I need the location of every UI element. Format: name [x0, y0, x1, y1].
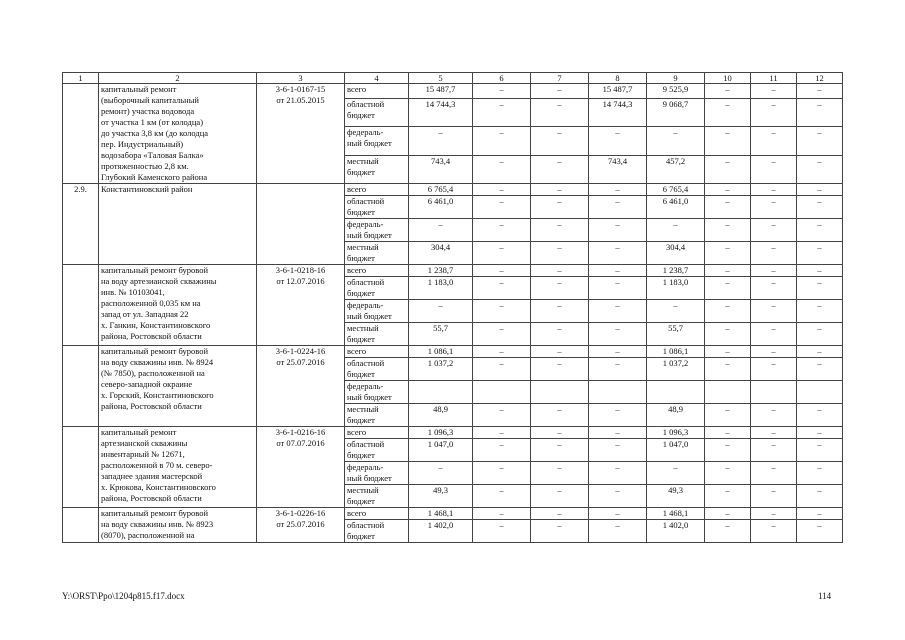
funding-source: федераль- ный бюджет: [345, 300, 409, 323]
amount-cell: –: [473, 508, 531, 520]
amount-cell: –: [589, 265, 647, 277]
amount-cell: –: [531, 346, 589, 358]
column-header: 8: [589, 73, 647, 84]
table-row: [63, 265, 843, 277]
page-number: 114: [818, 591, 832, 601]
amount-cell: –: [751, 98, 797, 126]
column-header: 9: [647, 73, 705, 84]
amount-cell: –: [531, 358, 589, 381]
amount-cell: –: [751, 520, 797, 543]
amount-cell: 48,9: [409, 404, 473, 427]
amount-cell: –: [473, 462, 531, 485]
amount-cell: –: [705, 508, 751, 520]
amount-cell: –: [589, 277, 647, 300]
amount-cell: –: [531, 98, 589, 126]
amount-cell: –: [473, 219, 531, 242]
amount-cell: 6 461,0: [409, 196, 473, 219]
amount-cell: [531, 381, 589, 404]
funding-source: федераль- ный бюджет: [345, 462, 409, 485]
table-row: [63, 427, 843, 439]
amount-cell: –: [797, 439, 843, 462]
column-header: 4: [345, 73, 409, 84]
amount-cell: 55,7: [409, 323, 473, 346]
amount-cell: –: [797, 323, 843, 346]
amount-cell: –: [797, 508, 843, 520]
amount-cell: –: [797, 265, 843, 277]
funding-source: всего: [345, 84, 409, 99]
item-number: [63, 265, 99, 346]
funding-source: местный бюджет: [345, 242, 409, 265]
amount-cell: 304,4: [647, 242, 705, 265]
amount-cell: –: [797, 84, 843, 99]
amount-cell: –: [797, 346, 843, 358]
budget-table: [62, 72, 843, 543]
document-reference: [257, 184, 345, 265]
amount-cell: –: [751, 196, 797, 219]
amount-cell: 743,4: [409, 155, 473, 183]
table-body: [63, 73, 843, 543]
amount-cell: –: [705, 98, 751, 126]
amount-cell: –: [589, 196, 647, 219]
amount-cell: –: [531, 184, 589, 196]
amount-cell: –: [589, 127, 647, 155]
amount-cell: 1 096,3: [409, 427, 473, 439]
funding-source: местный бюджет: [345, 485, 409, 508]
amount-cell: –: [531, 508, 589, 520]
funding-source: областной бюджет: [345, 439, 409, 462]
amount-cell: –: [589, 439, 647, 462]
amount-cell: –: [473, 184, 531, 196]
funding-source: всего: [345, 265, 409, 277]
amount-cell: –: [531, 520, 589, 543]
amount-cell: –: [473, 84, 531, 99]
amount-cell: –: [531, 84, 589, 99]
amount-cell: –: [473, 346, 531, 358]
funding-source: областной бюджет: [345, 277, 409, 300]
amount-cell: 1 086,1: [409, 346, 473, 358]
amount-cell: –: [531, 300, 589, 323]
amount-cell: –: [473, 323, 531, 346]
amount-cell: –: [647, 462, 705, 485]
amount-cell: –: [589, 346, 647, 358]
amount-cell: –: [409, 300, 473, 323]
amount-cell: 49,3: [647, 485, 705, 508]
amount-cell: –: [751, 346, 797, 358]
amount-cell: 1 402,0: [409, 520, 473, 543]
amount-cell: –: [531, 242, 589, 265]
amount-cell: –: [797, 404, 843, 427]
amount-cell: –: [473, 439, 531, 462]
amount-cell: 14 744,3: [589, 98, 647, 126]
amount-cell: [473, 381, 531, 404]
amount-cell: –: [797, 98, 843, 126]
amount-cell: 1 468,1: [647, 508, 705, 520]
document-reference: 3-6-1-0224-16 от 25.07.2016: [257, 346, 345, 427]
item-number: 2.9.: [63, 184, 99, 265]
column-header: 1: [63, 73, 99, 84]
amount-cell: –: [705, 265, 751, 277]
table-row: [63, 346, 843, 358]
amount-cell: –: [797, 358, 843, 381]
amount-cell: –: [589, 242, 647, 265]
amount-cell: –: [705, 300, 751, 323]
amount-cell: –: [751, 84, 797, 99]
amount-cell: 15 487,7: [409, 84, 473, 99]
amount-cell: –: [531, 485, 589, 508]
amount-cell: –: [797, 219, 843, 242]
column-header: 12: [797, 73, 843, 84]
amount-cell: [647, 381, 705, 404]
amount-cell: –: [751, 508, 797, 520]
amount-cell: –: [589, 358, 647, 381]
funding-source: всего: [345, 184, 409, 196]
amount-cell: –: [705, 427, 751, 439]
item-description: Константиновский район: [99, 184, 257, 265]
amount-cell: –: [751, 300, 797, 323]
amount-cell: –: [751, 462, 797, 485]
amount-cell: –: [589, 520, 647, 543]
amount-cell: –: [705, 323, 751, 346]
amount-cell: 6 765,4: [409, 184, 473, 196]
amount-cell: –: [751, 323, 797, 346]
amount-cell: –: [705, 155, 751, 183]
amount-cell: –: [797, 485, 843, 508]
amount-cell: –: [473, 98, 531, 126]
amount-cell: –: [797, 242, 843, 265]
amount-cell: 1 047,0: [647, 439, 705, 462]
amount-cell: 14 744,3: [409, 98, 473, 126]
amount-cell: –: [473, 520, 531, 543]
amount-cell: [589, 381, 647, 404]
item-number: [63, 84, 99, 184]
amount-cell: –: [705, 346, 751, 358]
funding-source: федераль- ный бюджет: [345, 219, 409, 242]
table-row: [63, 84, 843, 99]
amount-cell: –: [705, 520, 751, 543]
amount-cell: [797, 381, 843, 404]
amount-cell: –: [473, 265, 531, 277]
amount-cell: –: [751, 427, 797, 439]
column-header: 2: [99, 73, 257, 84]
funding-source: федераль- ный бюджет: [345, 381, 409, 404]
document-reference: 3-6-1-0167-15 от 21.05.2015: [257, 84, 345, 184]
column-header: 5: [409, 73, 473, 84]
amount-cell: –: [797, 196, 843, 219]
amount-cell: 1 047,0: [409, 439, 473, 462]
amount-cell: –: [589, 462, 647, 485]
amount-cell: –: [473, 427, 531, 439]
amount-cell: –: [751, 155, 797, 183]
amount-cell: 304,4: [409, 242, 473, 265]
amount-cell: –: [409, 127, 473, 155]
amount-cell: 1 037,2: [409, 358, 473, 381]
amount-cell: –: [705, 462, 751, 485]
amount-cell: –: [647, 127, 705, 155]
amount-cell: 1 086,1: [647, 346, 705, 358]
amount-cell: –: [705, 277, 751, 300]
funding-source: областной бюджет: [345, 196, 409, 219]
funding-source: областной бюджет: [345, 98, 409, 126]
amount-cell: –: [589, 404, 647, 427]
document-reference: 3-6-1-0218-16 от 12.07.2016: [257, 265, 345, 346]
item-number: [63, 346, 99, 427]
amount-cell: 9 068,7: [647, 98, 705, 126]
amount-cell: –: [705, 404, 751, 427]
amount-cell: –: [409, 219, 473, 242]
amount-cell: 49,3: [409, 485, 473, 508]
amount-cell: –: [751, 485, 797, 508]
funding-source: всего: [345, 508, 409, 520]
amount-cell: [705, 381, 751, 404]
amount-cell: –: [531, 427, 589, 439]
amount-cell: 1 402,0: [647, 520, 705, 543]
amount-cell: –: [705, 358, 751, 381]
amount-cell: –: [705, 219, 751, 242]
amount-cell: –: [751, 358, 797, 381]
table-row: [63, 508, 843, 520]
amount-cell: –: [473, 277, 531, 300]
item-description: капитальный ремонт буровой на воду скважины инв. № 8923 (8070), расположенной на: [99, 508, 257, 543]
amount-cell: –: [797, 300, 843, 323]
amount-cell: –: [751, 277, 797, 300]
amount-cell: –: [531, 155, 589, 183]
amount-cell: –: [797, 127, 843, 155]
column-header: 7: [531, 73, 589, 84]
amount-cell: –: [531, 277, 589, 300]
amount-cell: –: [751, 265, 797, 277]
column-number-row: [63, 73, 843, 84]
document-reference: 3-6-1-0216-16 от 07.07.2016: [257, 427, 345, 508]
amount-cell: 457,2: [647, 155, 705, 183]
funding-source: всего: [345, 427, 409, 439]
amount-cell: –: [531, 196, 589, 219]
amount-cell: 15 487,7: [589, 84, 647, 99]
amount-cell: –: [589, 427, 647, 439]
amount-cell: –: [751, 439, 797, 462]
amount-cell: –: [705, 439, 751, 462]
amount-cell: –: [751, 184, 797, 196]
funding-source: местный бюджет: [345, 155, 409, 183]
amount-cell: –: [751, 127, 797, 155]
amount-cell: –: [797, 427, 843, 439]
column-header: 10: [705, 73, 751, 84]
amount-cell: 6 765,4: [647, 184, 705, 196]
amount-cell: –: [473, 358, 531, 381]
amount-cell: –: [705, 127, 751, 155]
amount-cell: –: [589, 184, 647, 196]
amount-cell: –: [705, 485, 751, 508]
amount-cell: 1 183,0: [409, 277, 473, 300]
item-description: капитальный ремонт (выборочный капитальный ремонт) участка водовода от участка 1 км (от колодца) до участка 3,8 км (до колодца пер. Индустриальный) водозабора «Таловая Балка» протяженностью 2,8 км. Глубокий Каменского района: [99, 84, 257, 184]
amount-cell: –: [531, 323, 589, 346]
file-path: Y:\ORST\Ppo\1204p815.f17.docx: [62, 591, 185, 601]
amount-cell: –: [473, 485, 531, 508]
amount-cell: –: [751, 219, 797, 242]
amount-cell: –: [473, 404, 531, 427]
amount-cell: –: [647, 219, 705, 242]
amount-cell: –: [409, 462, 473, 485]
funding-source: всего: [345, 346, 409, 358]
amount-cell: 1 238,7: [409, 265, 473, 277]
amount-cell: 6 461,0: [647, 196, 705, 219]
amount-cell: 9 525,9: [647, 84, 705, 99]
amount-cell: –: [797, 462, 843, 485]
item-number: [63, 508, 99, 543]
amount-cell: –: [797, 155, 843, 183]
amount-cell: –: [589, 300, 647, 323]
amount-cell: [409, 381, 473, 404]
amount-cell: –: [705, 84, 751, 99]
funding-source: областной бюджет: [345, 358, 409, 381]
funding-source: местный бюджет: [345, 404, 409, 427]
amount-cell: –: [751, 242, 797, 265]
amount-cell: –: [531, 462, 589, 485]
amount-cell: 1 096,3: [647, 427, 705, 439]
amount-cell: –: [531, 219, 589, 242]
amount-cell: –: [473, 300, 531, 323]
amount-cell: –: [473, 127, 531, 155]
amount-cell: –: [647, 300, 705, 323]
amount-cell: –: [589, 508, 647, 520]
document-reference: 3-6-1-0226-16 от 25.07.2016: [257, 508, 345, 543]
amount-cell: –: [705, 196, 751, 219]
column-header: 11: [751, 73, 797, 84]
amount-cell: –: [797, 184, 843, 196]
amount-cell: –: [473, 155, 531, 183]
amount-cell: –: [531, 404, 589, 427]
amount-cell: [751, 381, 797, 404]
amount-cell: –: [797, 520, 843, 543]
funding-source: федераль- ный бюджет: [345, 127, 409, 155]
amount-cell: 1 468,1: [409, 508, 473, 520]
amount-cell: 55,7: [647, 323, 705, 346]
amount-cell: –: [705, 184, 751, 196]
amount-cell: –: [531, 439, 589, 462]
amount-cell: –: [531, 127, 589, 155]
amount-cell: 1 238,7: [647, 265, 705, 277]
item-description: капитальный ремонт буровой на воду артезианской скважины инв. № 10103041, расположенной 0,035 км на запад от ул. Западная 22 х. Ганкин, Константиновского района, Ростовской области: [99, 265, 257, 346]
table-row: [63, 184, 843, 196]
funding-source: областной бюджет: [345, 520, 409, 543]
item-description: капитальный ремонт буровой на воду скважины инв. № 8924 (№ 7850), расположенной на северо-западной окраине х. Горский, Константиновского района, Ростовской области: [99, 346, 257, 427]
amount-cell: –: [473, 196, 531, 219]
amount-cell: 48,9: [647, 404, 705, 427]
amount-cell: –: [705, 242, 751, 265]
amount-cell: 1 183,0: [647, 277, 705, 300]
amount-cell: 743,4: [589, 155, 647, 183]
amount-cell: –: [589, 485, 647, 508]
amount-cell: –: [589, 219, 647, 242]
amount-cell: –: [751, 404, 797, 427]
column-header: 6: [473, 73, 531, 84]
item-description: капитальный ремонт артезианской скважины инвентарный № 12671, расположенной в 70 м. северо- западнее здания мастерской х. Крюкова, Константиновского района, Ростовской области: [99, 427, 257, 508]
amount-cell: –: [473, 242, 531, 265]
item-number: [63, 427, 99, 508]
funding-source: местный бюджет: [345, 323, 409, 346]
amount-cell: –: [531, 265, 589, 277]
column-header: 3: [257, 73, 345, 84]
amount-cell: –: [589, 323, 647, 346]
amount-cell: 1 037,2: [647, 358, 705, 381]
amount-cell: –: [797, 277, 843, 300]
